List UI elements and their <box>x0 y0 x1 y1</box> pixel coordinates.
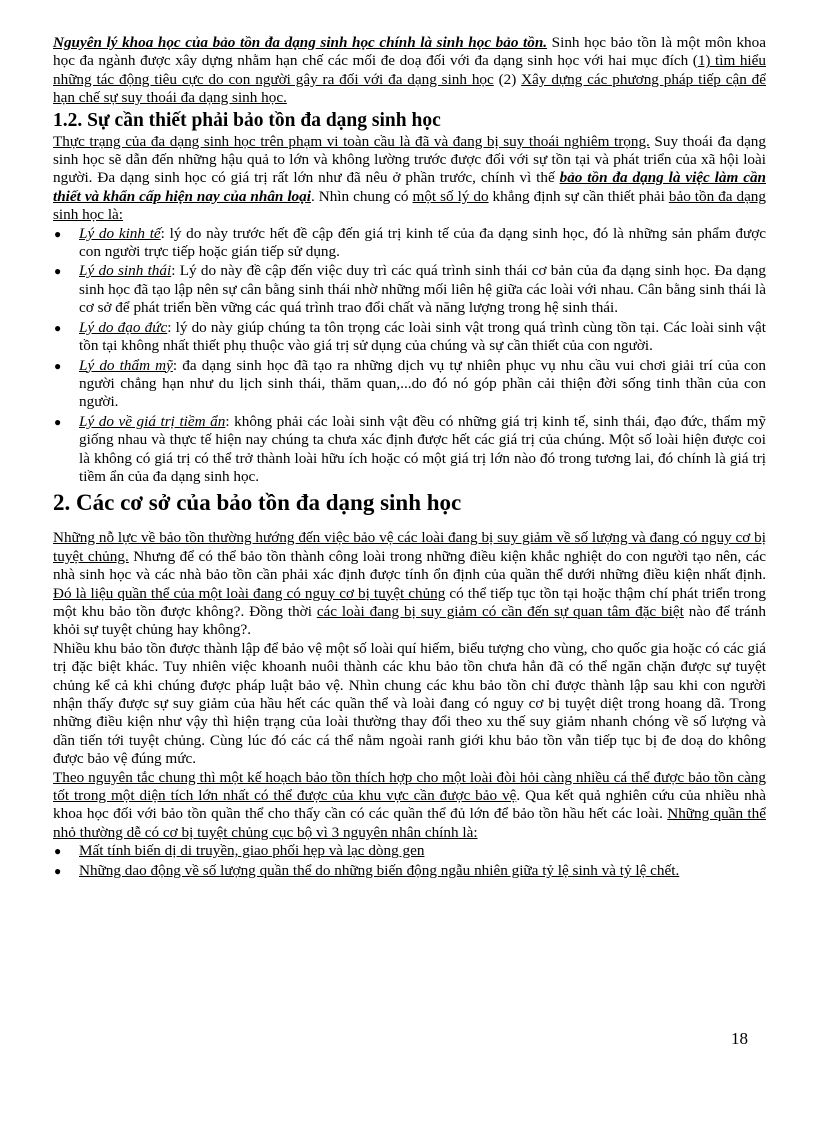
section-2-paragraph-3: Theo nguyên tắc chung thì một kế hoạch bảo tồn thích hợp cho một loài đòi hỏi càng nhiều cá thể được bảo tồn càng tốt trong một diện tích lớn nhất có thể được của khu vực cần được bảo vệ. Qua kết quả nghiên cứu của nhiều nhà khoa học đối với bảo tồn quần thể cho thấy cần có các quần thể đủ lớn để bảo tồn hầu hết các loài. Những quần thể nhỏ thường dễ có cơ bị tuyệt chủng cục bộ vì 3 nguyên nhân chính là: <box>53 768 767 841</box>
reasons-list <box>53 225 766 487</box>
bullet-icon: ● <box>54 863 62 878</box>
list-item: ● Mất tính biến dị di truyền, giao phối hẹp và lạc dòng gen <box>54 842 425 860</box>
bullet-icon: ● <box>54 414 62 429</box>
causes-list <box>53 842 766 880</box>
section-1-2-paragraph: Thực trạng của đa dạng sinh học trên phạm vi toàn cầu là đã và đang bị suy thoái nghiêm trọng. Suy thoái đa dạng sinh học sẽ dẫn đến những hậu quả to lớn và không lường trước được đối với sự tồn tại và phát triển của xã hội loài người. Đa dạng sinh học có giá trị rất lớn như đã nêu ở phần trước, chính vì thế bảo tồn đa dạng là việc làm cần thiết và khẩn cấp hiện nay của nhân loại. Nhìn chung có một số lý do khẳng định sự cần thiết phải bảo tồn đa dạng sinh học là: <box>53 132 766 224</box>
section-2-paragraph-1: Những nỗ lực về bảo tồn thường hướng đến việc bảo vệ các loài đang bị suy giảm về số lượng và đang có nguy cơ bị tuyệt chủng. Nhưng để có thể bảo tồn thành công loài trong những điều kiện khắc nghiệt do con người tạo nên, các nhà sinh học và các nhà bảo tồn cần phải xác định được tính ổn định của quần thể dưới những điều kiện nhất định. Đó là liệu quần thể của một loài đang có nguy cơ bị tuyệt chủng có thể tiếp tục tồn tại hoặc thậm chí phát triển trong một khu bảo tồn được không?. Đồng thời các loài đang bị suy giảm có cần đến sự quan tâm đặc biệt nào để tránh khỏi sự tuyệt chủng hay không?. <box>53 529 766 639</box>
section-1-2-heading: 1.2. Sự cần thiết phải bảo tồn đa dạng sinh học <box>53 109 441 131</box>
section-2-heading: 2. Các cơ sở của bảo tồn đa dạng sinh học <box>53 490 462 516</box>
list-item: ● Lý do kinh tế: lý do này trước hết đề cập đến giá trị kinh tế của đa dạng sinh học, đó là những sản phẩm được con người trực tiếp hoặc gián tiếp sử dụng. <box>54 224 767 261</box>
section-2-paragraph-2: Nhiều khu bảo tồn được thành lập để bảo vệ một số loài quí hiếm, biểu tượng cho vùng, cho quốc gia hoặc có các giá trị đặc biệt khác. Tuy nhiên việc khoanh nuôi thành các khu bảo tồn chưa hẳn đã có thể ngăn chặn được sự tuyệt chủng kể cả khi chúng được pháp luật bảo vệ. Nhìn chung các khu bảo tồn chỉ được thành lập sau khi con người nhận thấy được sự suy giảm của hầu hết các quần thể và loài đang có nguy cơ bị tuyệt diệt trong hoang dã. Trong những điều kiện như vậy thì hiện trạng của loài thường thay đổi theo xu thế suy giảm nhanh chóng về số lượng và dần tiến tới tuyệt chủng. Cùng lúc đó các cá thể nằm ngoài ranh giới khu bảo tồn vẫn tiếp tục bị đe doạ do không được bảo vệ đúng mức. <box>53 639 766 768</box>
page-number: 18 <box>731 1029 748 1048</box>
intro-paragraph: Nguyên lý khoa học của bảo tồn đa dạng sinh học chính là sinh học bảo tồn. Sinh học bảo tồn là một môn khoa học đa ngành được xây dựng nhằm hạn chế các mối đe doạ đối với đa dạng sinh học với hai mục đích (1) tìm hiểu những tác động tiêu cực do con người gây ra đối với đa dạng sinh học (2) Xây dựng các phương pháp tiếp cận để hạn chế sự suy thoái đa dạng sinh học. <box>53 34 766 107</box>
document-page <box>53 34 766 881</box>
list-item: ● Lý do về giá trị tiềm ẩn: không phải các loài sinh vật đều có những giá trị kinh tế, sinh thái, đạo đức, thẩm mỹ giống nhau và thực tế hiện nay chúng ta chưa xác định được hết các giá trị của chúng. Một số loài hiện được coi là không có giá trị có thể trở thành loài hữu ích hoặc có một giá trị lớn nào đó trong tương lai, đó chính là giá trị tiềm ẩn của đa dạng sinh học. <box>54 412 766 485</box>
bullet-icon: ● <box>54 226 62 241</box>
bullet-icon: ● <box>54 358 62 373</box>
bullet-icon: ● <box>54 844 62 859</box>
list-item: ● Lý do sinh thái: Lý do này đề cập đến việc duy trì các quá trình sinh thái cơ bản của đa dạng sinh học. Đa dạng sinh học đã tạo lập nên sự cân bằng sinh thái nhờ những mối liên hệ giữa các loài với nhau. Cân bằng sinh thái là cơ sở để phát triển bền vững các quá trình trao đổi chất và năng lượng trong hệ sinh thái. <box>54 262 766 317</box>
list-item: ● Lý do thẩm mỹ: đa dạng sinh học đã tạo ra những dịch vụ tự nhiên phục vụ nhu cầu vui chơi giải trí của con người chẳng hạn như du lịch sinh thái, thăm quan,...do đó nó góp phần cải thiện đời sống tinh thần của con người. <box>54 356 766 411</box>
list-item: ● Những dao động về số lượng quần thể do những biến động ngẫu nhiên giữa tỷ lệ sinh và tỷ lệ chết. <box>54 861 680 879</box>
list-item: ● Lý do đạo đức: lý do này giúp chúng ta tôn trọng các loài sinh vật trong quá trình cùng tồn tại. Các loài sinh vật tồn tại không nhất thiết phụ thuộc vào giá trị sử dụng của chúng và sự cần thiết của con người. <box>54 318 766 355</box>
bullet-icon: ● <box>54 320 62 335</box>
bullet-icon: ● <box>54 264 62 279</box>
intro-lead: Nguyên lý khoa học của bảo tồn đa dạng sinh học chính là sinh học bảo tồn. <box>53 34 548 51</box>
